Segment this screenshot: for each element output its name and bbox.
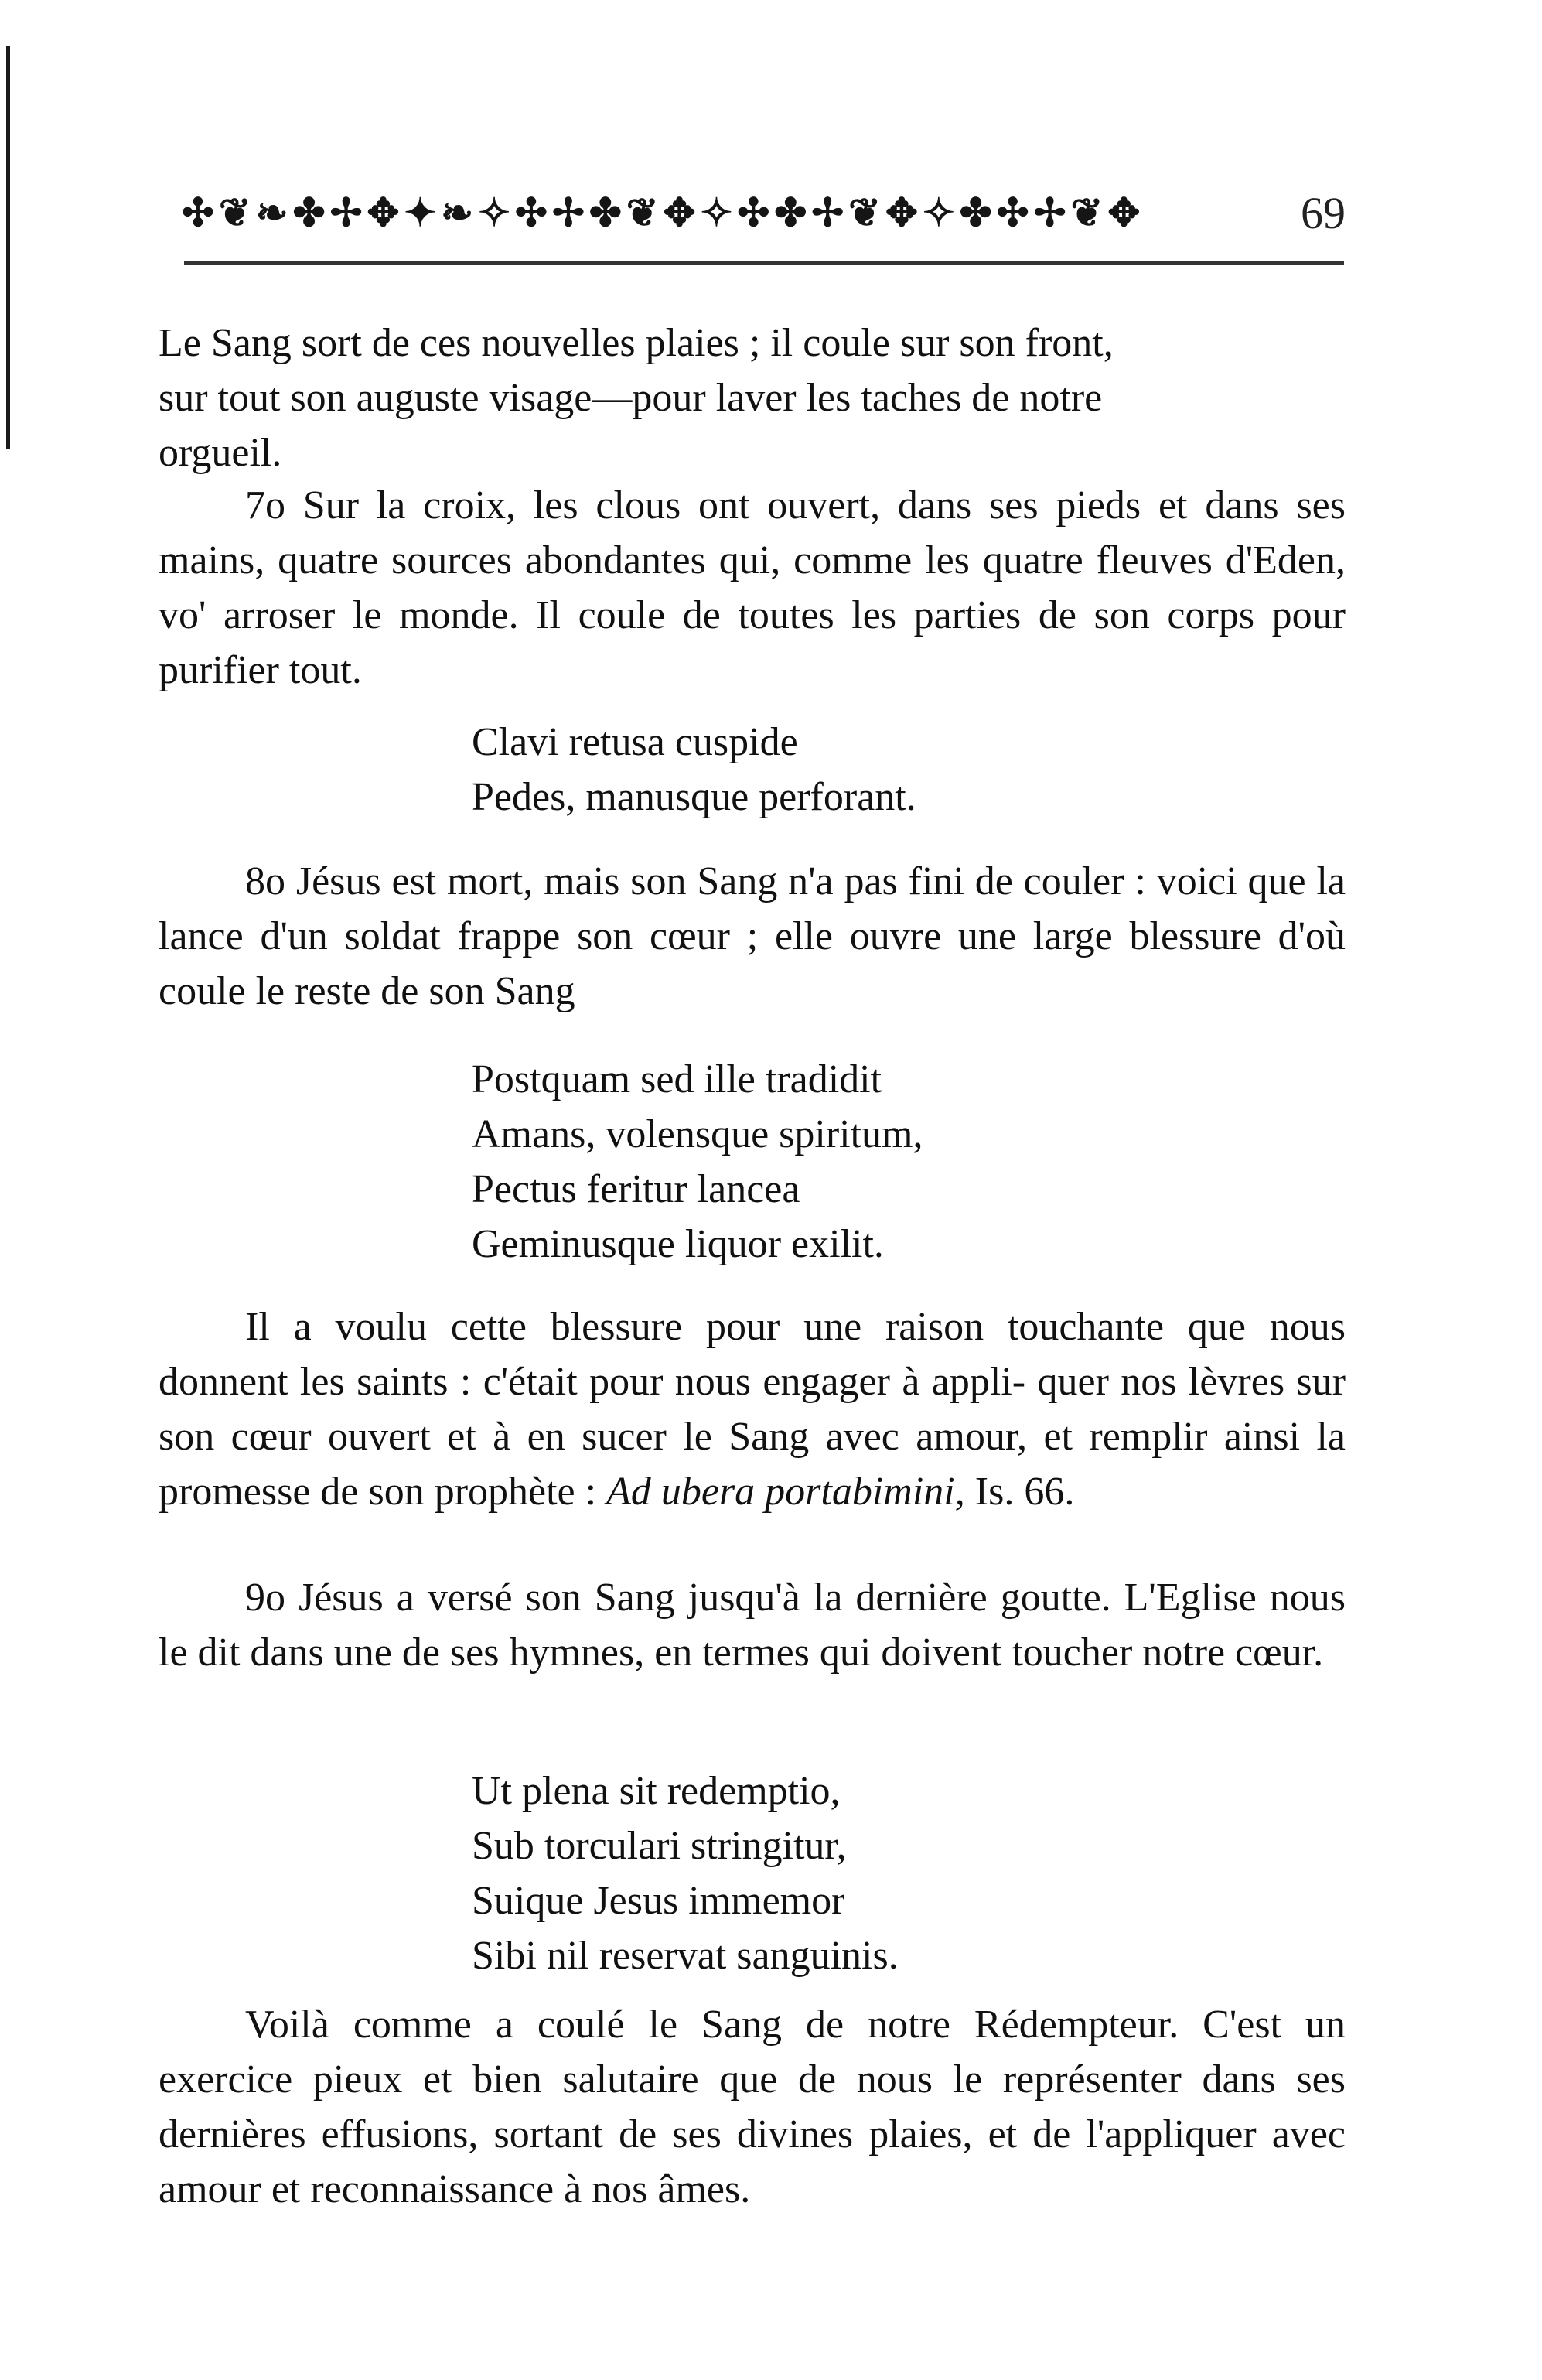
verse-line: Sub torculari stringitur, xyxy=(472,1824,847,1868)
verse-line: Sibi nil reservat sanguinis. xyxy=(472,1934,899,1978)
paragraph-4 xyxy=(159,1299,1346,1519)
text-line: large blessure d'où coule le reste de son Sang xyxy=(159,914,1346,1013)
verse-line: Clavi retusa cuspide xyxy=(472,720,798,764)
citation-italic: ubera portabimini, xyxy=(660,1470,965,1514)
text-line: 8o Jésus est mort, mais son Sang n'a pas fini de couler : xyxy=(245,859,1146,903)
text-line: L'Eglise nous le dit dans une de ses hymnes, en termes qui xyxy=(159,1576,1346,1675)
verse-line: Geminusque liquor exilit. xyxy=(472,1222,884,1266)
text-line: toutes les parties de son corps pour purifier tout. xyxy=(159,593,1346,692)
verse-line: Postquam sed ille tradidit xyxy=(472,1057,882,1101)
header-rule xyxy=(184,261,1344,265)
verse-line: Amans, volensque spiritum, xyxy=(472,1112,923,1156)
text-line: de l'appliquer avec amour et reconnaissance à nos âmes. xyxy=(159,2112,1346,2211)
latin-verse-1 xyxy=(472,715,916,825)
text-line: nous donnent les saints : c'était pour nous engager à appli- xyxy=(159,1305,1346,1404)
text-line: orgueil. xyxy=(159,431,282,475)
paragraph-5 xyxy=(159,1570,1346,1680)
text-line: voici que la lance d'un soldat frappe son cœur ; elle ouvre une xyxy=(159,859,1346,958)
header-ornament: ✣❦❧✤✢✥✦❧✧✣✢✤❦✥✧✣✤✢❦✥✧✤✣✢❦✥ xyxy=(182,191,1145,234)
citation-italic: Ad xyxy=(606,1470,651,1514)
verse-line: Pedes, manusque perforant. xyxy=(472,775,916,819)
text-line: Voilà comme a coulé le Sang de notre Rédempteur. C'est xyxy=(245,2003,1282,2047)
verse-line: Suique Jesus immemor xyxy=(472,1879,845,1923)
verse-line: Ut plena sit redemptio, xyxy=(472,1769,841,1813)
paragraph-1 xyxy=(159,316,1346,480)
text-line: avec amour, et remplir ainsi la promesse de son prophète : xyxy=(159,1415,1346,1514)
paragraph-3 xyxy=(159,854,1346,1019)
latin-verse-2 xyxy=(472,1052,923,1272)
text-line: dans ses mains, quatre sources abondantes qui, comme les xyxy=(159,483,1346,582)
text-line: Le Sang sort de ces nouvelles plaies ; il coule sur son front, xyxy=(159,321,1114,365)
binding-edge-line xyxy=(6,46,10,449)
running-header xyxy=(182,176,1346,246)
text-line: quer nos lèvres sur son cœur ouvert et à en sucer le Sang xyxy=(159,1360,1346,1459)
text-line: doivent toucher notre cœur. xyxy=(881,1630,1324,1675)
text-line: un exercice pieux et bien salutaire que de nous le représenter xyxy=(159,2003,1346,2102)
text-line: dans ses dernières effusions, sortant de ses divines plaies, et xyxy=(159,2057,1346,2156)
page-number: 69 xyxy=(1301,188,1346,238)
text-line: Il a voulu cette blessure pour une raison touchante que xyxy=(245,1305,1246,1349)
latin-verse-3 xyxy=(472,1764,899,1983)
text-line: 7o Sur la croix, les clous ont ouvert, dans ses pieds et xyxy=(245,483,1188,528)
citation-reference: Is. 66. xyxy=(964,1470,1075,1514)
text-line: sur tout son auguste visage—pour laver les taches de notre xyxy=(159,376,1103,420)
verse-line: Pectus feritur lancea xyxy=(472,1167,800,1211)
text-line: quatre fleuves d'Eden, vo'​ arroser le monde. Il coule de xyxy=(159,538,1346,637)
paragraph-6 xyxy=(159,1997,1346,2217)
paragraph-2 xyxy=(159,478,1346,698)
text-line: 9o Jésus a versé son Sang jusqu'à la dernière goutte. xyxy=(245,1576,1111,1620)
